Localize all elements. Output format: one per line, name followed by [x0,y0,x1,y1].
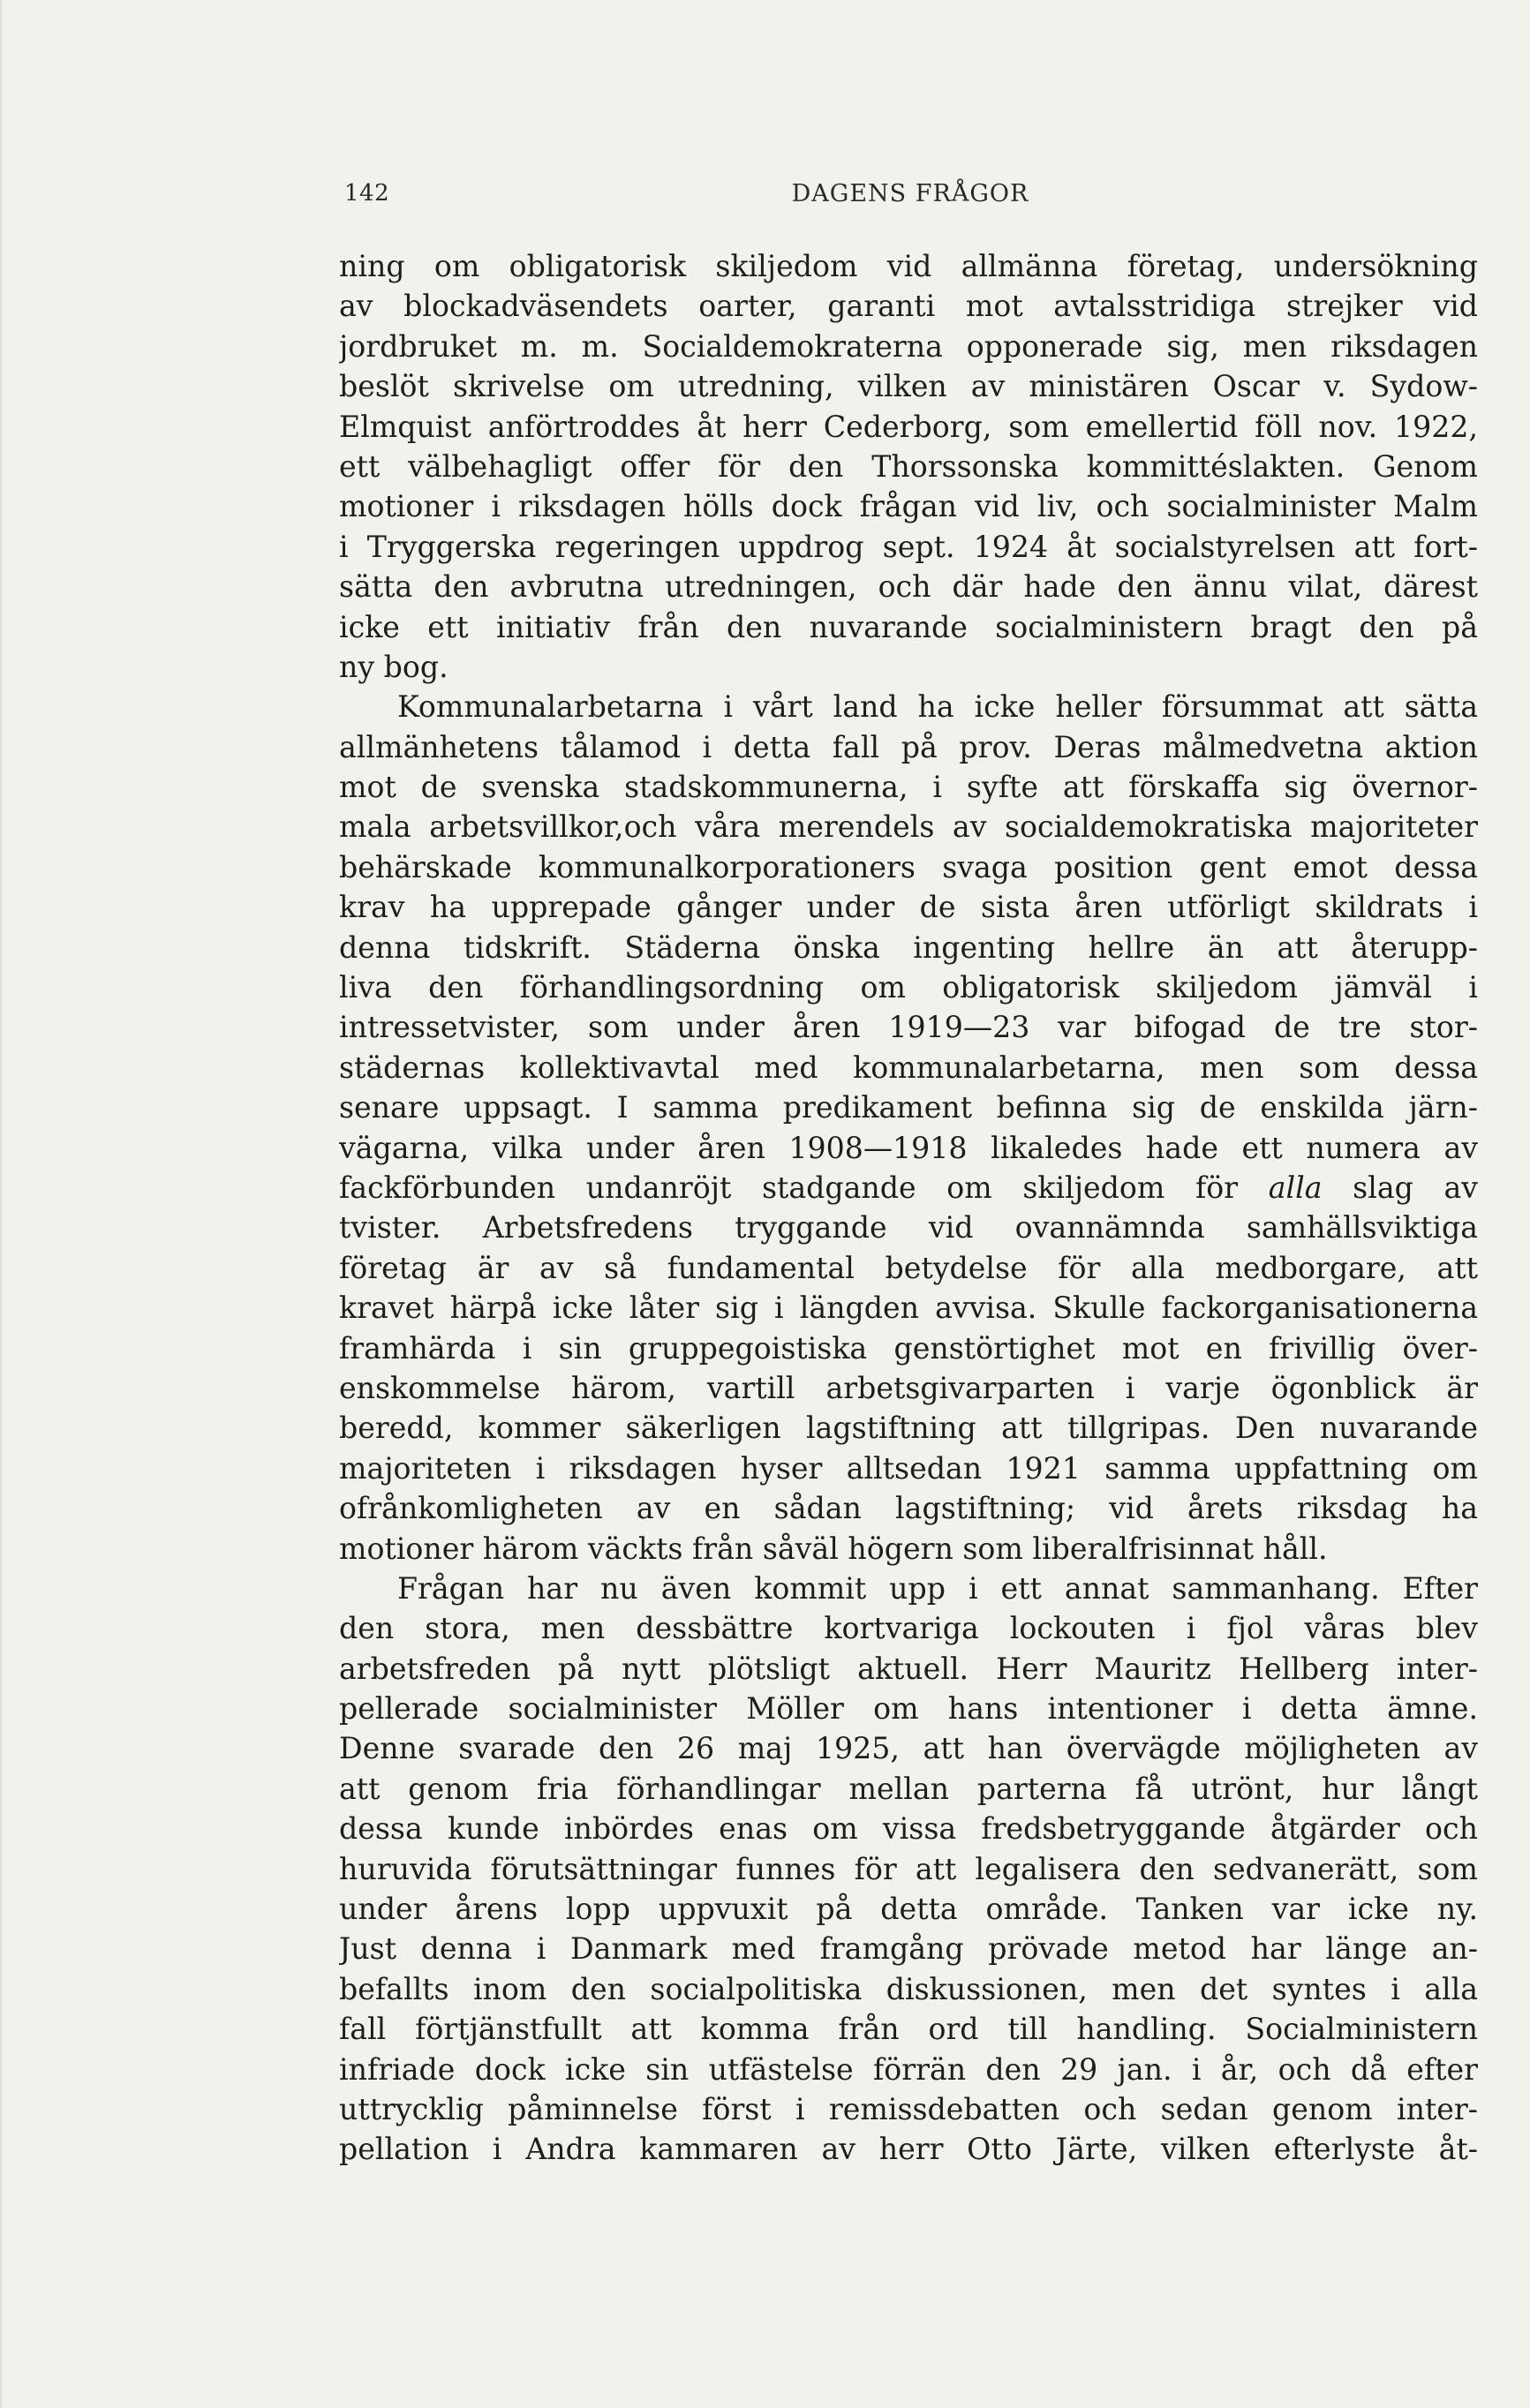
text-line: fall förtjänstfullt att komma från ord till handling. Socialministern [339,2012,1478,2047]
text-line: jordbruket m. m. Socialdemokraterna opponerade sig, men riksdagen [339,328,1478,364]
text-line: beslöt skrivelse om utredning, vilken av ministären Oscar v. Sydow- [339,369,1478,404]
text-line: befallts inom den socialpolitiska diskussionen, men det syntes i alla [339,1971,1478,2006]
text-line: huruvida förutsättningar funnes för att legalisera den sedvanerätt, som [339,1851,1478,1886]
text-line: arbetsfreden på nytt plötsligt aktuell. Herr Mauritz Hellberg inter- [339,1651,1478,1686]
paragraph-start-line: Kommunalarbetarna i vårt land ha icke heller försummat att sätta [397,689,1478,725]
text-line: ett välbehagligt offer för den Thorssonska kommittéslakten. Genom [339,448,1478,484]
text-line: av blockadväsendets oarter, garanti mot avtalsstridiga strejker vid [339,289,1478,324]
page-number: 142 [344,180,390,207]
text-line: mot de svenska stadskommunerna, i syfte att förskaffa sig övernor- [339,770,1478,805]
text-line: den stora, men dessbättre kortvariga lockouten i fjol våras blev [339,1611,1478,1646]
text-line: framhärda i sin gruppegoistiska genstörtighet mot en frivillig över- [339,1330,1478,1366]
italic-word: alla [1268,1170,1323,1205]
text-line: ny bog. [339,649,448,684]
text-line: enskommelse härom, vartill arbetsgivarparten i varje ögonblick är [339,1370,1478,1405]
text-line: krav ha upprepade gånger under de sista åren utförligt skildrats i [339,890,1478,925]
text-line: i Tryggerska regeringen uppdrog sept. 1924 åt socialstyrelsen att fort- [339,529,1478,564]
running-title: DAGENS FRÅGOR [791,180,1029,207]
text-segment: slag av [1353,1170,1478,1205]
text-line: majoriteten i riksdagen hyser alltsedan 1921 samma uppfattning om [339,1450,1478,1486]
text-line: liva den förhandlingsordning om obligatorisk skiljedom jämväl i [339,970,1478,1005]
text-segment: fackförbunden undanröjt stadgande om skiljedom för [339,1170,1239,1205]
text-line: kravet härpå icke låter sig i längden avvisa. Skulle fackorganisationerna [339,1291,1478,1326]
text-line: denna tidskrift. Städerna önska ingenting hellre än att återupp- [339,929,1478,965]
text-line: tvister. Arbetsfredens tryggande vid ovannämnda samhällsviktiga [339,1210,1478,1245]
text-line: ofrånkomligheten av en sådan lagstiftning; vid årets riksdag ha [339,1491,1478,1526]
text-line: under årens lopp uppvuxit på detta område. Tanken var icke ny. [339,1892,1478,1927]
text-line: intressetvister, som under åren 1919—23 var bifogad de tre stor- [339,1010,1478,1045]
text-line: motioner i riksdagen hölls dock frågan vid liv, och socialminister Malm [339,489,1478,524]
text-line: ning om obligatorisk skiljedom vid allmänna företag, undersökning [339,249,1478,283]
page-header [344,180,1476,215]
text-line: Just denna i Danmark med framgång prövade metod har länge an- [339,1931,1478,1967]
text-line: mala arbetsvillkor,och våra merendels av socialdemokratiska majoriteter [339,809,1478,845]
text-line: allmänhetens tålamod i detta fall på prov. Deras målmedvetna aktion [339,729,1478,764]
text-line: uttrycklig påminnelse först i remissdebatten och sedan genom inter- [339,2091,1478,2126]
text-line: senare uppsagt. I samma predikament befinna sig de enskilda järn- [339,1090,1478,1125]
text-line: vägarna, vilka under åren 1908—1918 likaledes hade ett numera av [339,1130,1478,1165]
text-line: städernas kollektivavtal med kommunalarbetarna, men som dessa [339,1050,1478,1085]
text-line: sätta den avbrutna utredningen, och där hade den ännu vilat, därest [339,569,1478,605]
text-line: icke ett initiativ från den nuvarande socialministern bragt den på [339,609,1478,644]
text-line: pellerade socialminister Möller om hans intentioner i detta ämne. [339,1691,1478,1727]
text-line: pellation i Andra kammaren av herr Otto Järte, vilken efterlyste åt- [339,2132,1478,2167]
body-text [339,246,1478,2170]
paragraph-start-line: Frågan har nu även kommit upp i ett annat sammanhang. Efter [397,1570,1478,1606]
text-line: infriade dock icke sin utfästelse förrän den 29 jan. i år, och då efter [339,2051,1478,2087]
text-line: dessa kunde inbördes enas om vissa fredsbetryggande åtgärder och [339,1811,1478,1847]
text-line: företag är av så fundamental betydelse för alla medborgare, att [339,1250,1478,1285]
text-line: Denne svarade den 26 maj 1925, att han övervägde möjligheten av [339,1731,1478,1766]
text-line-with-italic [339,1168,1478,1208]
text-line: att genom fria förhandlingar mellan parterna få utrönt, hur långt [339,1771,1478,1806]
text-line: motioner härom väckts från såväl högern som liberalfrisinnat håll. [339,1531,1328,1566]
text-line: beredd, kommer säkerligen lagstiftning att tillgripas. Den nuvarande [339,1411,1478,1446]
text-line: behärskade kommunalkorporationers svaga position gent emot dessa [339,849,1478,884]
text-line: Elmquist anförtroddes åt herr Cederborg, som emellertid föll nov. 1922, [339,409,1478,444]
